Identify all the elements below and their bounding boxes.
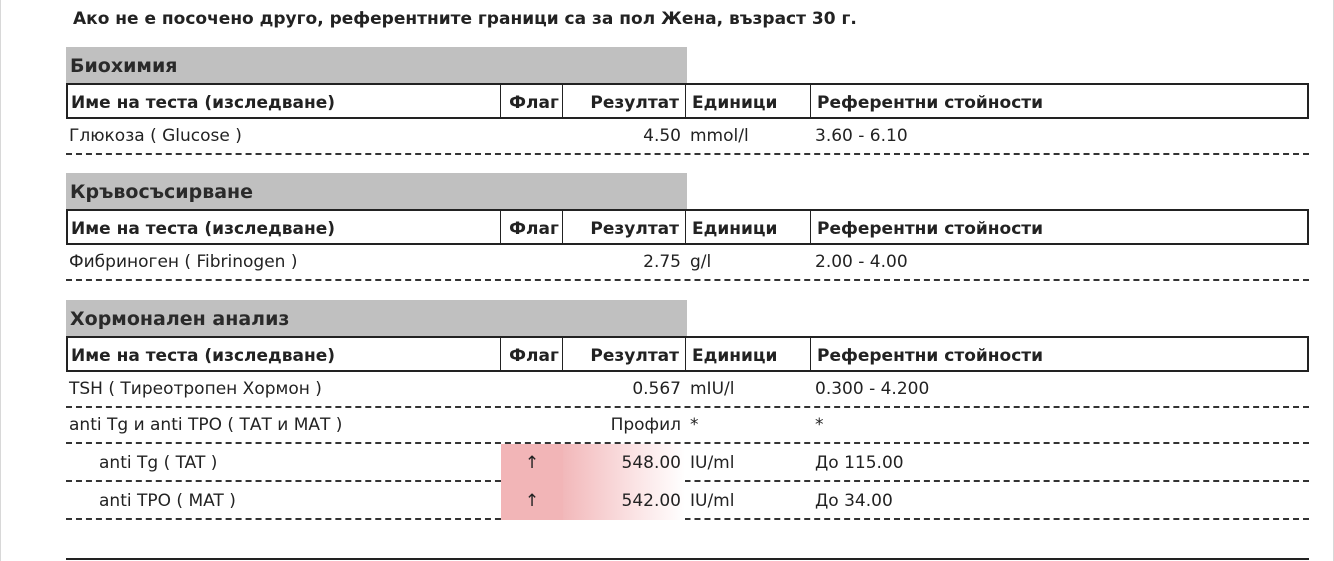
table-row xyxy=(66,482,1309,520)
section-coagulation xyxy=(66,173,1309,281)
high-flag-icon: ↑ xyxy=(524,453,540,473)
column-divider xyxy=(810,211,811,243)
header-reference: Референтни стойности xyxy=(817,93,1044,113)
header-reference: Референтни стойности xyxy=(817,346,1044,366)
header-flag: Флаг xyxy=(509,346,559,366)
column-divider xyxy=(685,211,686,243)
high-flag-icon: ↑ xyxy=(524,491,540,511)
header-name: Име на теста (изследване) xyxy=(71,93,336,113)
test-result: 2.75 xyxy=(643,252,681,272)
column-divider xyxy=(562,338,563,370)
test-result: 0.567 xyxy=(632,379,681,399)
header-result: Резултат xyxy=(590,93,679,113)
section-title: Биохимия xyxy=(66,47,687,83)
test-reference: 2.00 - 4.00 xyxy=(815,252,908,272)
header-flag: Флаг xyxy=(509,93,559,113)
column-divider xyxy=(562,85,563,117)
section-hormonal-analysis xyxy=(66,300,1309,520)
table-header xyxy=(66,83,1309,119)
header-reference: Референтни стойности xyxy=(817,219,1044,239)
test-result: 548.00 xyxy=(621,453,681,473)
header-result: Резултат xyxy=(590,346,679,366)
table-row xyxy=(66,408,1309,444)
test-units: mIU/l xyxy=(690,379,735,399)
test-result: Профил xyxy=(610,415,681,435)
test-name: Глюкоза ( Glucose ) xyxy=(69,126,242,146)
test-reference: 0.300 - 4.200 xyxy=(815,379,930,399)
test-units: * xyxy=(690,415,699,435)
section-biochemistry xyxy=(66,47,1309,155)
test-name: anti TPO ( MAT ) xyxy=(99,491,236,511)
header-units: Единици xyxy=(692,219,778,239)
header-flag: Флаг xyxy=(509,219,559,239)
test-reference: * xyxy=(815,415,824,435)
header-units: Единици xyxy=(692,93,778,113)
column-divider xyxy=(562,211,563,243)
column-divider xyxy=(810,85,811,117)
test-name: anti Tg ( TAT ) xyxy=(99,453,218,473)
header-name: Име на теста (изследване) xyxy=(71,219,336,239)
table-row xyxy=(66,245,1309,281)
reference-note: Ако не е посочено друго, референтните граници са за пол Жена, възраст 30 г. xyxy=(73,9,857,29)
bottom-divider xyxy=(66,558,1309,560)
section-title: Хормонален анализ xyxy=(66,300,687,336)
column-divider xyxy=(500,211,501,243)
column-divider xyxy=(685,338,686,370)
table-header xyxy=(66,336,1309,372)
test-reference: До 34.00 xyxy=(815,491,893,511)
test-name: TSH ( Тиреотропен Хормон ) xyxy=(69,379,322,399)
header-units: Единици xyxy=(692,346,778,366)
column-divider xyxy=(500,85,501,117)
table-header xyxy=(66,209,1309,245)
test-name: anti Tg и anti TPO ( ТАТ и МАТ ) xyxy=(69,415,343,435)
column-divider xyxy=(500,338,501,370)
section-title: Кръвосъсирване xyxy=(66,173,687,209)
test-reference: 3.60 - 6.10 xyxy=(815,126,908,146)
header-result: Резултат xyxy=(590,219,679,239)
test-units: g/l xyxy=(690,252,712,272)
test-reference: До 115.00 xyxy=(815,453,904,473)
column-divider xyxy=(685,85,686,117)
table-row xyxy=(66,444,1309,482)
test-units: IU/ml xyxy=(690,491,735,511)
header-name: Име на теста (изследване) xyxy=(71,346,336,366)
test-result: 542.00 xyxy=(621,491,681,511)
table-row xyxy=(66,372,1309,408)
test-result: 4.50 xyxy=(643,126,681,146)
column-divider xyxy=(810,338,811,370)
test-units: mmol/l xyxy=(690,126,749,146)
table-row xyxy=(66,119,1309,155)
test-units: IU/ml xyxy=(690,453,735,473)
test-name: Фибриноген ( Fibrinogen ) xyxy=(69,252,298,272)
